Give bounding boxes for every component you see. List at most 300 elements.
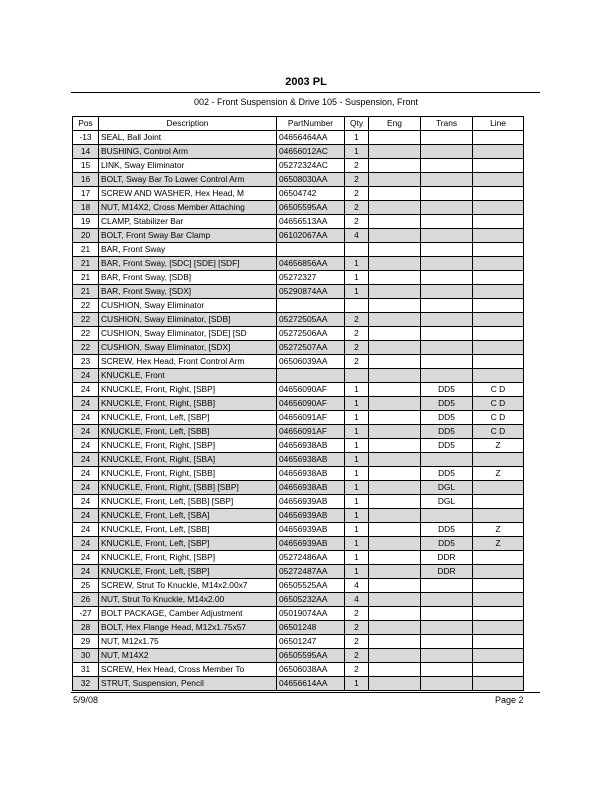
cell-qty: 1 (345, 383, 369, 397)
table-row (73, 635, 524, 649)
cell-qty: 2 (345, 341, 369, 355)
cell-description: BOLT, Hex Flange Head, M12x1.75x57 (99, 621, 277, 635)
cell-description: KNUCKLE, Front, Left, [SBP] (99, 411, 277, 425)
cell-partnumber: 05019074AA (277, 607, 345, 621)
column-header-description: Description (99, 117, 277, 131)
cell-qty: 1 (345, 411, 369, 425)
cell-qty (345, 369, 369, 383)
cell-partnumber: 05272506AA (277, 327, 345, 341)
cell-line (473, 663, 524, 677)
cell-pos: 32 (73, 677, 99, 691)
cell-eng (369, 243, 421, 257)
cell-description: BOLT, Sway Bar To Lower Control Arm (99, 173, 277, 187)
cell-eng (369, 285, 421, 299)
cell-trans (421, 201, 473, 215)
cell-line (473, 621, 524, 635)
cell-eng (369, 551, 421, 565)
cell-qty: 1 (345, 453, 369, 467)
cell-partnumber: 06501248 (277, 621, 345, 635)
cell-line (473, 579, 524, 593)
column-header-trans: Trans (421, 117, 473, 131)
cell-description: BAR, Front Sway, [SDB] (99, 271, 277, 285)
table-row (73, 313, 524, 327)
cell-description: CUSHION, Sway Eliminator, [SDX] (99, 341, 277, 355)
cell-trans (421, 131, 473, 145)
cell-description: SCREW, Strut To Knuckle, M14x2.00x7 (99, 579, 277, 593)
cell-description: SCREW, Hex Head, Front Control Arm (99, 355, 277, 369)
cell-eng (369, 481, 421, 495)
cell-trans (421, 313, 473, 327)
cell-pos: 20 (73, 229, 99, 243)
table-row (73, 243, 524, 257)
cell-eng (369, 313, 421, 327)
cell-pos: 18 (73, 201, 99, 215)
cell-description: KNUCKLE, Front, Left, [SBA] (99, 509, 277, 523)
cell-description: KNUCKLE, Front, Left, [SBB] (99, 425, 277, 439)
cell-partnumber: 04656091AF (277, 425, 345, 439)
cell-pos: 22 (73, 299, 99, 313)
cell-trans: DD5 (421, 397, 473, 411)
cell-description: BAR, Front Sway, [SDX] (99, 285, 277, 299)
table-row (73, 467, 524, 481)
cell-partnumber (277, 369, 345, 383)
table-row (73, 649, 524, 663)
table-row (73, 537, 524, 551)
cell-description: BAR, Front Sway (99, 243, 277, 257)
cell-eng (369, 649, 421, 663)
cell-eng (369, 579, 421, 593)
cell-description: CUSHION, Sway Eliminator (99, 299, 277, 313)
table-row (73, 369, 524, 383)
cell-partnumber: 04656090AF (277, 397, 345, 411)
cell-qty: 2 (345, 621, 369, 635)
cell-partnumber: 06506038AA (277, 663, 345, 677)
cell-description: KNUCKLE, Front, Right, [SBB] (99, 397, 277, 411)
cell-partnumber: 05272487AA (277, 565, 345, 579)
cell-line (473, 257, 524, 271)
cell-description: KNUCKLE, Front, Right, [SBP] (99, 439, 277, 453)
table-row (73, 341, 524, 355)
cell-trans (421, 299, 473, 313)
cell-pos: 24 (73, 565, 99, 579)
cell-pos: 24 (73, 425, 99, 439)
cell-qty: 1 (345, 439, 369, 453)
cell-line: Z (473, 537, 524, 551)
cell-description: KNUCKLE, Front, Right, [SBA] (99, 453, 277, 467)
cell-qty: 1 (345, 481, 369, 495)
cell-pos: 16 (73, 173, 99, 187)
table-header-row (73, 117, 524, 131)
cell-pos: 24 (73, 481, 99, 495)
cell-partnumber: 05272507AA (277, 341, 345, 355)
cell-eng (369, 159, 421, 173)
cell-line (473, 145, 524, 159)
table-row (73, 425, 524, 439)
cell-partnumber: 06501247 (277, 635, 345, 649)
cell-eng (369, 215, 421, 229)
cell-line: C D (473, 383, 524, 397)
table-row (73, 663, 524, 677)
cell-description: KNUCKLE, Front, Left, [SBB] [SBP] (99, 495, 277, 509)
cell-eng (369, 677, 421, 691)
cell-line (473, 677, 524, 691)
cell-qty: 2 (345, 159, 369, 173)
cell-line (473, 159, 524, 173)
table-row (73, 523, 524, 537)
cell-eng (369, 271, 421, 285)
cell-qty: 2 (345, 635, 369, 649)
section-subtitle: 002 - Front Suspension & Drive 105 - Suspension, Front (193, 97, 419, 107)
cell-eng (369, 663, 421, 677)
cell-qty: 1 (345, 537, 369, 551)
table-row (73, 453, 524, 467)
cell-eng (369, 229, 421, 243)
cell-qty: 2 (345, 663, 369, 677)
cell-trans (421, 243, 473, 257)
cell-pos: 24 (73, 523, 99, 537)
cell-qty: 1 (345, 495, 369, 509)
cell-partnumber: 06504742 (277, 187, 345, 201)
cell-trans: DD5 (421, 383, 473, 397)
table-row (73, 481, 524, 495)
cell-trans (421, 663, 473, 677)
cell-trans (421, 593, 473, 607)
cell-eng (369, 439, 421, 453)
table-row (73, 355, 524, 369)
cell-eng (369, 355, 421, 369)
cell-qty: 4 (345, 593, 369, 607)
cell-trans (421, 229, 473, 243)
cell-line (473, 173, 524, 187)
column-header-partnumber: PartNumber (277, 117, 345, 131)
cell-description: BUSHING, Control Arm (99, 145, 277, 159)
cell-pos: 21 (73, 257, 99, 271)
cell-line (473, 509, 524, 523)
footer-date: 5/9/08 (73, 695, 99, 705)
cell-pos: 31 (73, 663, 99, 677)
cell-pos: 24 (73, 537, 99, 551)
cell-eng (369, 495, 421, 509)
cell-trans (421, 327, 473, 341)
cell-partnumber: 05290874AA (277, 285, 345, 299)
cell-trans (421, 649, 473, 663)
table-row (73, 173, 524, 187)
cell-partnumber (277, 243, 345, 257)
cell-eng (369, 131, 421, 145)
cell-line (473, 593, 524, 607)
table-row (73, 327, 524, 341)
table-row (73, 159, 524, 173)
cell-pos: 24 (73, 509, 99, 523)
cell-description: BOLT, Front Sway Bar Clamp (99, 229, 277, 243)
cell-eng (369, 145, 421, 159)
cell-line: Z (473, 523, 524, 537)
cell-qty: 1 (345, 271, 369, 285)
cell-description: SCREW, Hex Head, Cross Member To (99, 663, 277, 677)
cell-partnumber: 04656012AC (277, 145, 345, 159)
cell-qty: 1 (345, 145, 369, 159)
cell-description: BOLT PACKAGE, Camber Adjustment (99, 607, 277, 621)
cell-description: KNUCKLE, Front, Right, [SBB] [SBP] (99, 481, 277, 495)
cell-trans (421, 453, 473, 467)
cell-description: SCREW AND WASHER, Hex Head, M (99, 187, 277, 201)
cell-line (473, 299, 524, 313)
cell-partnumber: 04656939AB (277, 537, 345, 551)
cell-trans (421, 173, 473, 187)
cell-eng (369, 397, 421, 411)
cell-partnumber: 06508030AA (277, 173, 345, 187)
footer-divider (71, 692, 540, 693)
cell-partnumber: 05272324AC (277, 159, 345, 173)
table-row (73, 201, 524, 215)
cell-line (473, 495, 524, 509)
cell-partnumber: 04656464AA (277, 131, 345, 145)
cell-pos: 23 (73, 355, 99, 369)
column-header-qty: Qty (345, 117, 369, 131)
document-title: 2003 PL (285, 76, 327, 88)
header-divider (71, 92, 540, 93)
column-header-eng: Eng (369, 117, 421, 131)
cell-line (473, 271, 524, 285)
cell-pos: 15 (73, 159, 99, 173)
cell-trans: DD5 (421, 439, 473, 453)
cell-pos: 24 (73, 383, 99, 397)
cell-trans (421, 621, 473, 635)
cell-trans (421, 159, 473, 173)
cell-trans (421, 509, 473, 523)
cell-line (473, 285, 524, 299)
cell-qty: 1 (345, 425, 369, 439)
table-row (73, 229, 524, 243)
cell-trans (421, 677, 473, 691)
cell-description: NUT, Strut To Knuckle, M14x2.00 (99, 593, 277, 607)
cell-eng (369, 425, 421, 439)
cell-line (473, 453, 524, 467)
cell-description: STRUT, Suspension, Pencil (99, 677, 277, 691)
cell-partnumber: 04656513AA (277, 215, 345, 229)
cell-trans (421, 271, 473, 285)
table-row (73, 299, 524, 313)
cell-eng (369, 201, 421, 215)
cell-line (473, 215, 524, 229)
column-header-pos: Pos (73, 117, 99, 131)
table-row (73, 607, 524, 621)
cell-partnumber: 05272505AA (277, 313, 345, 327)
cell-eng (369, 635, 421, 649)
cell-line: Z (473, 439, 524, 453)
table-row (73, 439, 524, 453)
cell-pos: 24 (73, 453, 99, 467)
cell-qty: 4 (345, 229, 369, 243)
cell-line (473, 369, 524, 383)
cell-line (473, 229, 524, 243)
cell-description: NUT, M14X2, Cross Member Attaching (99, 201, 277, 215)
cell-line (473, 565, 524, 579)
table-row (73, 285, 524, 299)
cell-trans: DD5 (421, 425, 473, 439)
cell-eng (369, 383, 421, 397)
cell-pos: 14 (73, 145, 99, 159)
cell-line (473, 355, 524, 369)
cell-pos: 21 (73, 243, 99, 257)
cell-qty: 1 (345, 467, 369, 481)
cell-partnumber: 04656091AF (277, 411, 345, 425)
cell-partnumber: 04656938AB (277, 439, 345, 453)
cell-pos: 22 (73, 313, 99, 327)
cell-description: KNUCKLE, Front, Right, [SBB] (99, 467, 277, 481)
cell-description: BAR, Front Sway, [SDC] [SDE] [SDF] (99, 257, 277, 271)
cell-line: C D (473, 397, 524, 411)
cell-line (473, 635, 524, 649)
cell-pos: -13 (73, 131, 99, 145)
cell-line: C D (473, 411, 524, 425)
cell-trans (421, 145, 473, 159)
cell-pos: 24 (73, 411, 99, 425)
cell-eng (369, 621, 421, 635)
cell-pos: 24 (73, 369, 99, 383)
cell-line (473, 341, 524, 355)
cell-pos: 29 (73, 635, 99, 649)
cell-eng (369, 299, 421, 313)
cell-partnumber: 06505525AA (277, 579, 345, 593)
cell-pos: 24 (73, 397, 99, 411)
table-row (73, 215, 524, 229)
cell-partnumber: 04656856AA (277, 257, 345, 271)
cell-description: CUSHION, Sway Eliminator, [SDE] [SD (99, 327, 277, 341)
table-row (73, 397, 524, 411)
cell-line (473, 131, 524, 145)
table-row (73, 411, 524, 425)
cell-qty: 2 (345, 649, 369, 663)
cell-pos: 21 (73, 285, 99, 299)
cell-pos: 28 (73, 621, 99, 635)
cell-trans (421, 285, 473, 299)
cell-trans (421, 215, 473, 229)
table-row (73, 271, 524, 285)
parts-table-body (73, 131, 524, 691)
cell-trans (421, 341, 473, 355)
cell-line (473, 187, 524, 201)
column-header-line: Line (473, 117, 524, 131)
cell-trans: DGL (421, 481, 473, 495)
cell-eng (369, 467, 421, 481)
cell-line (473, 607, 524, 621)
cell-partnumber: 04656614AA (277, 677, 345, 691)
cell-eng (369, 187, 421, 201)
cell-pos: 26 (73, 593, 99, 607)
cell-line (473, 201, 524, 215)
cell-pos: 24 (73, 495, 99, 509)
cell-description: CLAMP, Stabilizer Bar (99, 215, 277, 229)
cell-trans (421, 635, 473, 649)
cell-line (473, 481, 524, 495)
cell-eng (369, 453, 421, 467)
cell-eng (369, 173, 421, 187)
cell-line (473, 243, 524, 257)
cell-pos: 25 (73, 579, 99, 593)
cell-qty: 2 (345, 173, 369, 187)
cell-partnumber: 04656938AB (277, 467, 345, 481)
table-row (73, 677, 524, 691)
cell-pos: 21 (73, 271, 99, 285)
cell-pos: 24 (73, 439, 99, 453)
cell-line: Z (473, 467, 524, 481)
cell-description: KNUCKLE, Front, Left, [SBP] (99, 537, 277, 551)
table-row (73, 551, 524, 565)
cell-qty: 1 (345, 257, 369, 271)
cell-eng (369, 509, 421, 523)
cell-trans (421, 579, 473, 593)
table-row (73, 145, 524, 159)
cell-pos: 24 (73, 551, 99, 565)
cell-pos: 24 (73, 467, 99, 481)
table-row (73, 565, 524, 579)
cell-eng (369, 607, 421, 621)
cell-qty: 2 (345, 187, 369, 201)
table-row (73, 131, 524, 145)
cell-partnumber: 04656939AB (277, 523, 345, 537)
cell-description: KNUCKLE, Front, Right, [SBP] (99, 383, 277, 397)
cell-pos: 19 (73, 215, 99, 229)
cell-eng (369, 593, 421, 607)
cell-qty: 1 (345, 397, 369, 411)
cell-eng (369, 523, 421, 537)
cell-partnumber: 06505595AA (277, 649, 345, 663)
cell-partnumber: 04656939AB (277, 509, 345, 523)
table-row (73, 579, 524, 593)
table-row (73, 621, 524, 635)
cell-pos: 22 (73, 341, 99, 355)
cell-partnumber: 06102067AA (277, 229, 345, 243)
cell-qty: 1 (345, 523, 369, 537)
cell-qty: 2 (345, 215, 369, 229)
cell-trans: DGL (421, 495, 473, 509)
cell-eng (369, 537, 421, 551)
cell-qty: 2 (345, 327, 369, 341)
table-row (73, 257, 524, 271)
cell-partnumber: 04656938AB (277, 481, 345, 495)
cell-description: LINK, Sway Eliminator (99, 159, 277, 173)
cell-eng (369, 257, 421, 271)
cell-partnumber: 04656090AF (277, 383, 345, 397)
cell-qty: 1 (345, 551, 369, 565)
cell-qty (345, 243, 369, 257)
cell-description: SEAL, Ball Joint (99, 131, 277, 145)
cell-eng (369, 411, 421, 425)
cell-qty: 1 (345, 509, 369, 523)
cell-partnumber: 05272486AA (277, 551, 345, 565)
cell-description: CUSHION, Sway Eliminator, [SDB] (99, 313, 277, 327)
cell-eng (369, 565, 421, 579)
cell-qty: 2 (345, 313, 369, 327)
table-row (73, 509, 524, 523)
cell-line: C D (473, 425, 524, 439)
cell-pos: 30 (73, 649, 99, 663)
footer-page-number: Page 2 (495, 695, 524, 705)
cell-partnumber: 06505595AA (277, 201, 345, 215)
table-row (73, 383, 524, 397)
cell-trans (421, 369, 473, 383)
cell-qty (345, 299, 369, 313)
cell-trans (421, 187, 473, 201)
cell-qty: 1 (345, 677, 369, 691)
cell-description: KNUCKLE, Front, Left, [SBB] (99, 523, 277, 537)
cell-description: KNUCKLE, Front (99, 369, 277, 383)
cell-eng (369, 369, 421, 383)
cell-pos: 17 (73, 187, 99, 201)
cell-eng (369, 327, 421, 341)
cell-trans: DDR (421, 565, 473, 579)
